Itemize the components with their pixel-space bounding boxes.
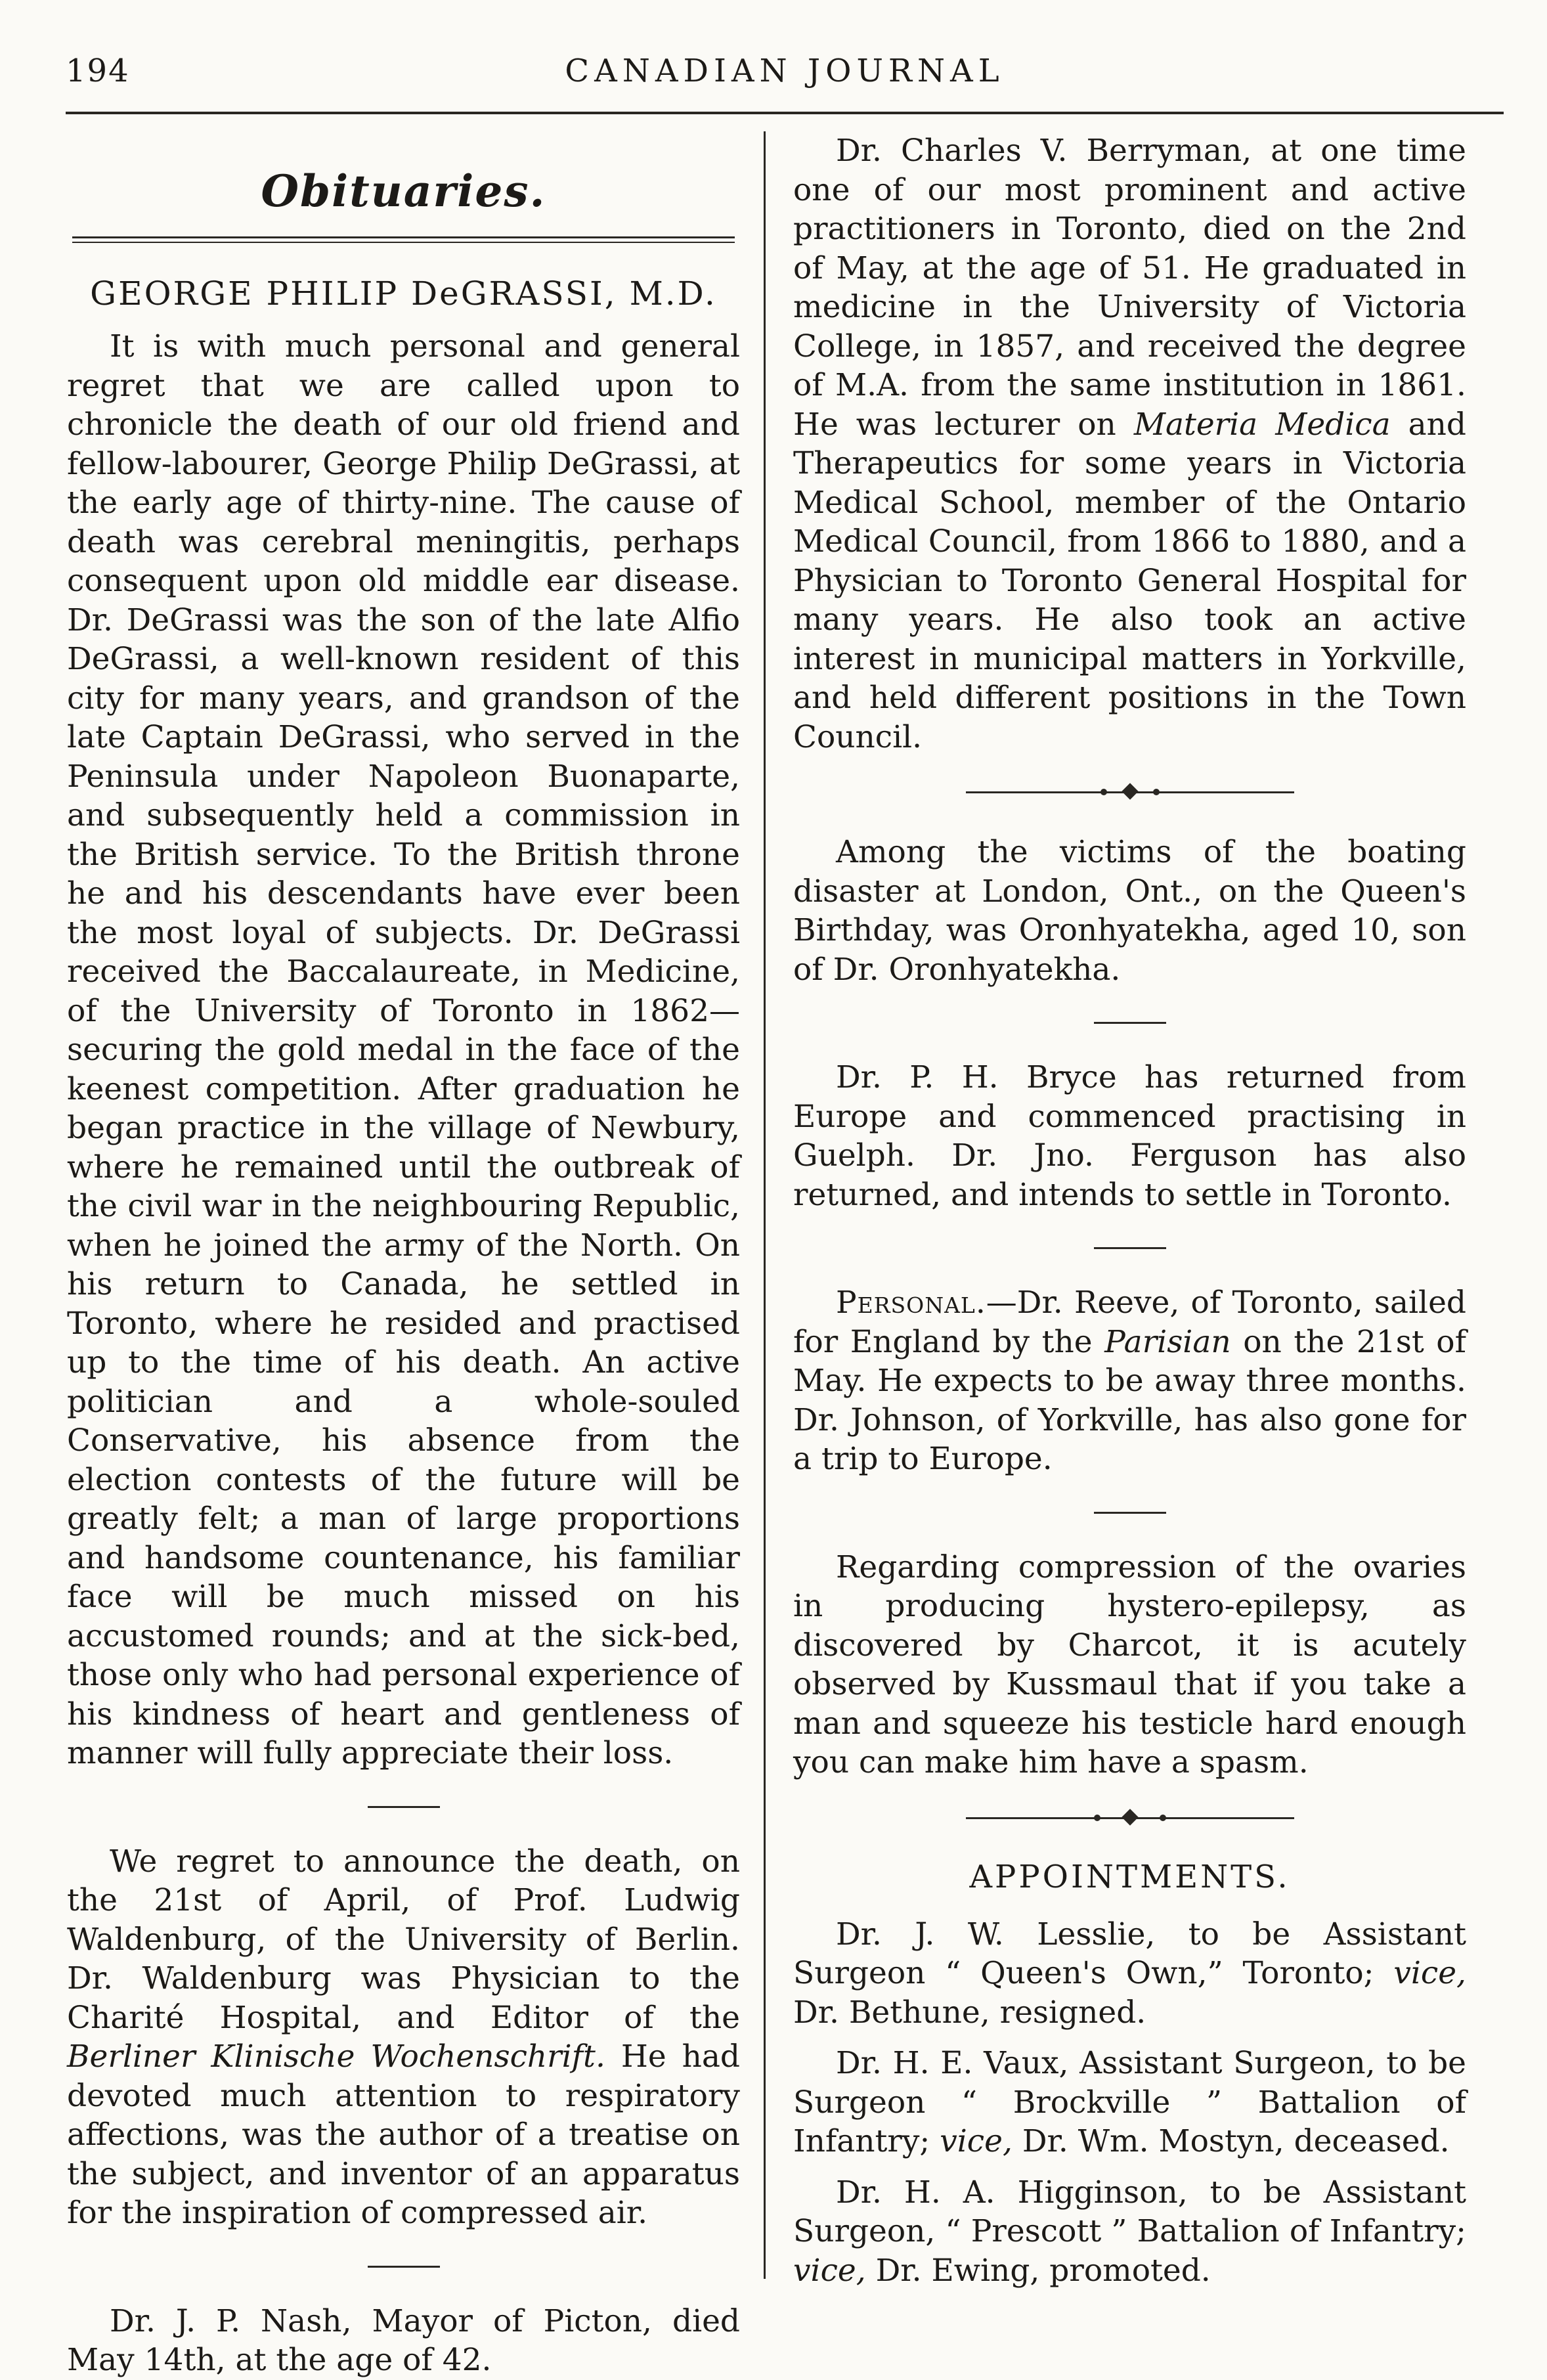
ornament-dot xyxy=(1160,1815,1166,1821)
short-rule-divider xyxy=(1094,1247,1166,1249)
appointment-text: Dr. Bethune, resigned. xyxy=(793,1994,1146,2031)
appointments-heading: APPOINTMENTS. xyxy=(969,1858,1290,1895)
appointment-text: Dr. H. E. Vaux, Assistant Surgeon, to be Surgeon “ Brockville ” Battalion of Infantry; xyxy=(793,2045,1466,2159)
materia-medica-term: Materia Medica xyxy=(1133,406,1391,443)
waldenburg-text-start: We regret to announce the death, on the 21st of April, of Prof. Ludwig Waldenburg, of the University of Berlin. Dr. Waldenburg was Physician to the Charité Hospital, and Editor of the xyxy=(67,1843,740,2036)
page-number: 194 xyxy=(66,53,130,89)
left-column xyxy=(67,131,740,2380)
ornament-diamond xyxy=(1122,1809,1138,1825)
short-rule-divider xyxy=(368,1806,440,1808)
appointment-vaux xyxy=(793,2044,1466,2161)
appointment-text: Dr. Wm. Mostyn, deceased. xyxy=(1012,2123,1450,2159)
short-rule-divider xyxy=(368,2266,440,2268)
appointment-text: Dr. J. W. Lesslie, to be Assistant Surgeon “ Queen's Own,” Toronto; xyxy=(793,1916,1466,1991)
nash-obituary: Dr. J. P. Nash, Mayor of Picton, died May 14th, at the age of 42. xyxy=(67,2303,740,2378)
berryman-text-start: Dr. Charles V. Berryman, at one time one of our most prominent and active practitioners in Toronto, died on the 2nd of May, at the age of 51. He graduated in medicine in the University of Victoria College, in 1857, and received the degree of M.A. from the same institution in 1861. He was lecturer on xyxy=(793,133,1466,443)
appointment-higginson xyxy=(793,2173,1466,2291)
running-title: CANADIAN JOURNAL xyxy=(565,53,1005,89)
ship-name: Parisian xyxy=(1104,1323,1231,1360)
appointment-lesslie xyxy=(793,1915,1466,2033)
journal-title: Berliner Klinische Wochenschrift. xyxy=(67,2038,605,2075)
charcot-notice: Regarding compression of the ovaries in producing hystero-epilepsy, as discovered by Charcot, it is acutely observed by Kussmaul that if you take a man and squeeze his testicle hard enough you can make him have a spasm. xyxy=(793,1549,1466,1780)
ornament-dot xyxy=(1153,789,1160,795)
appointments-section xyxy=(793,1859,1466,2291)
waldenburg-obituary xyxy=(67,1842,740,2233)
boating-disaster-notice: Among the victims of the boating disaster at London, Ont., on the Queen's Birthday, was Oronhyatekha, aged 10, son of Dr. Oronhyatekha. xyxy=(793,834,1466,988)
waldenburg-text-end: He had devoted much attention to respiratory affections, was the author of a treatise on the subject, and inventor of an apparatus for the inspiration of compressed air. xyxy=(67,2038,740,2231)
ornamental-divider xyxy=(966,1810,1294,1826)
degrassi-obituary-text: It is with much personal and general regret that we are called upon to chronicle the death of our old friend and fellow-labourer, George Philip DeGrassi, at the early age of thirty-nine. The cause of death was cerebral meningitis, perhaps consequent upon old middle ear disease. Dr. DeGrassi was the son of the late Alfio DeGrassi, a well-known resident of this city for many years, and grandson of the late Captain DeGrassi, who served in the Peninsula under Napoleon Buonaparte, and subsequently held a commission in the British service. To the British throne he and his descendants have ever been the most loyal of subjects. Dr. DeGrassi received the Baccalaureate, in Medicine, of the University of Toronto in 1862—securing the gold medal in the face of the keenest competition. After graduation he began practice in the village of Newbury, where he remained until the outbreak of the civil war in the neighbouring Republic, when he joined the army of the North. On his return to Canada, he settled in Toronto, where he resided and practised up to the time of his death. An active politician and a whole-souled Conservative, his absence from the election contests of the future will be greatly felt; a man of large proportions and handsome countenance, his familiar face will be much missed on his accustomed rounds; and at the sick-bed, those only who had personal experience of his kindness of heart and gentleness of manner will fully appreciate their loss. xyxy=(67,328,740,1771)
obituary-name-heading: GEORGE PHILIP DeGRASSI, M.D. xyxy=(90,275,717,313)
vice-term: vice, xyxy=(940,2123,1013,2159)
personal-label: Personal. xyxy=(836,1285,986,1321)
page-header xyxy=(66,39,1504,114)
appointment-text: Dr. H. A. Higginson, to be Assistant Surgeon, “ Prescott ” Battalion of Infantry; xyxy=(793,2174,1466,2249)
personal-text-end: on the 21st of May. He expects to be away three months. Dr. Johnson, of Yorkville, has also gone for a trip to Europe. xyxy=(793,1323,1466,1477)
vice-term: vice, xyxy=(793,2252,866,2289)
section-title: Obituaries. xyxy=(261,165,546,217)
bryce-notice: Dr. P. H. Bryce has returned from Europe and commenced practising in Guelph. Dr. Jno. Ferguson has also returned, and intends to settle in Toronto. xyxy=(793,1059,1466,1213)
ornament-diamond xyxy=(1122,783,1138,799)
appointment-text: Dr. Ewing, promoted. xyxy=(865,2252,1211,2289)
column-divider xyxy=(764,131,766,2279)
berryman-text-end: and Therapeutics for some years in Victoria Medical School, member of the Ontario Medical Council, from 1866 to 1880, and a Physician to Toronto General Hospital for many years. He also took an active interest in municipal matters in Yorkville, and held different positions in the Town Council. xyxy=(793,406,1466,755)
double-rule-divider xyxy=(72,236,735,243)
berryman-obituary xyxy=(793,131,1466,757)
vice-term: vice, xyxy=(1393,1955,1466,1991)
short-rule-divider xyxy=(1094,1512,1166,1514)
personal-text-start: —Dr. Reeve, of Toronto, sailed for England by the xyxy=(793,1285,1466,1360)
personal-notice xyxy=(793,1283,1466,1479)
short-rule-divider xyxy=(1094,1022,1166,1024)
right-column xyxy=(793,131,1466,2302)
ornament-dot xyxy=(1100,789,1107,795)
ornamental-divider xyxy=(966,784,1294,800)
ornament-dot xyxy=(1094,1815,1100,1821)
